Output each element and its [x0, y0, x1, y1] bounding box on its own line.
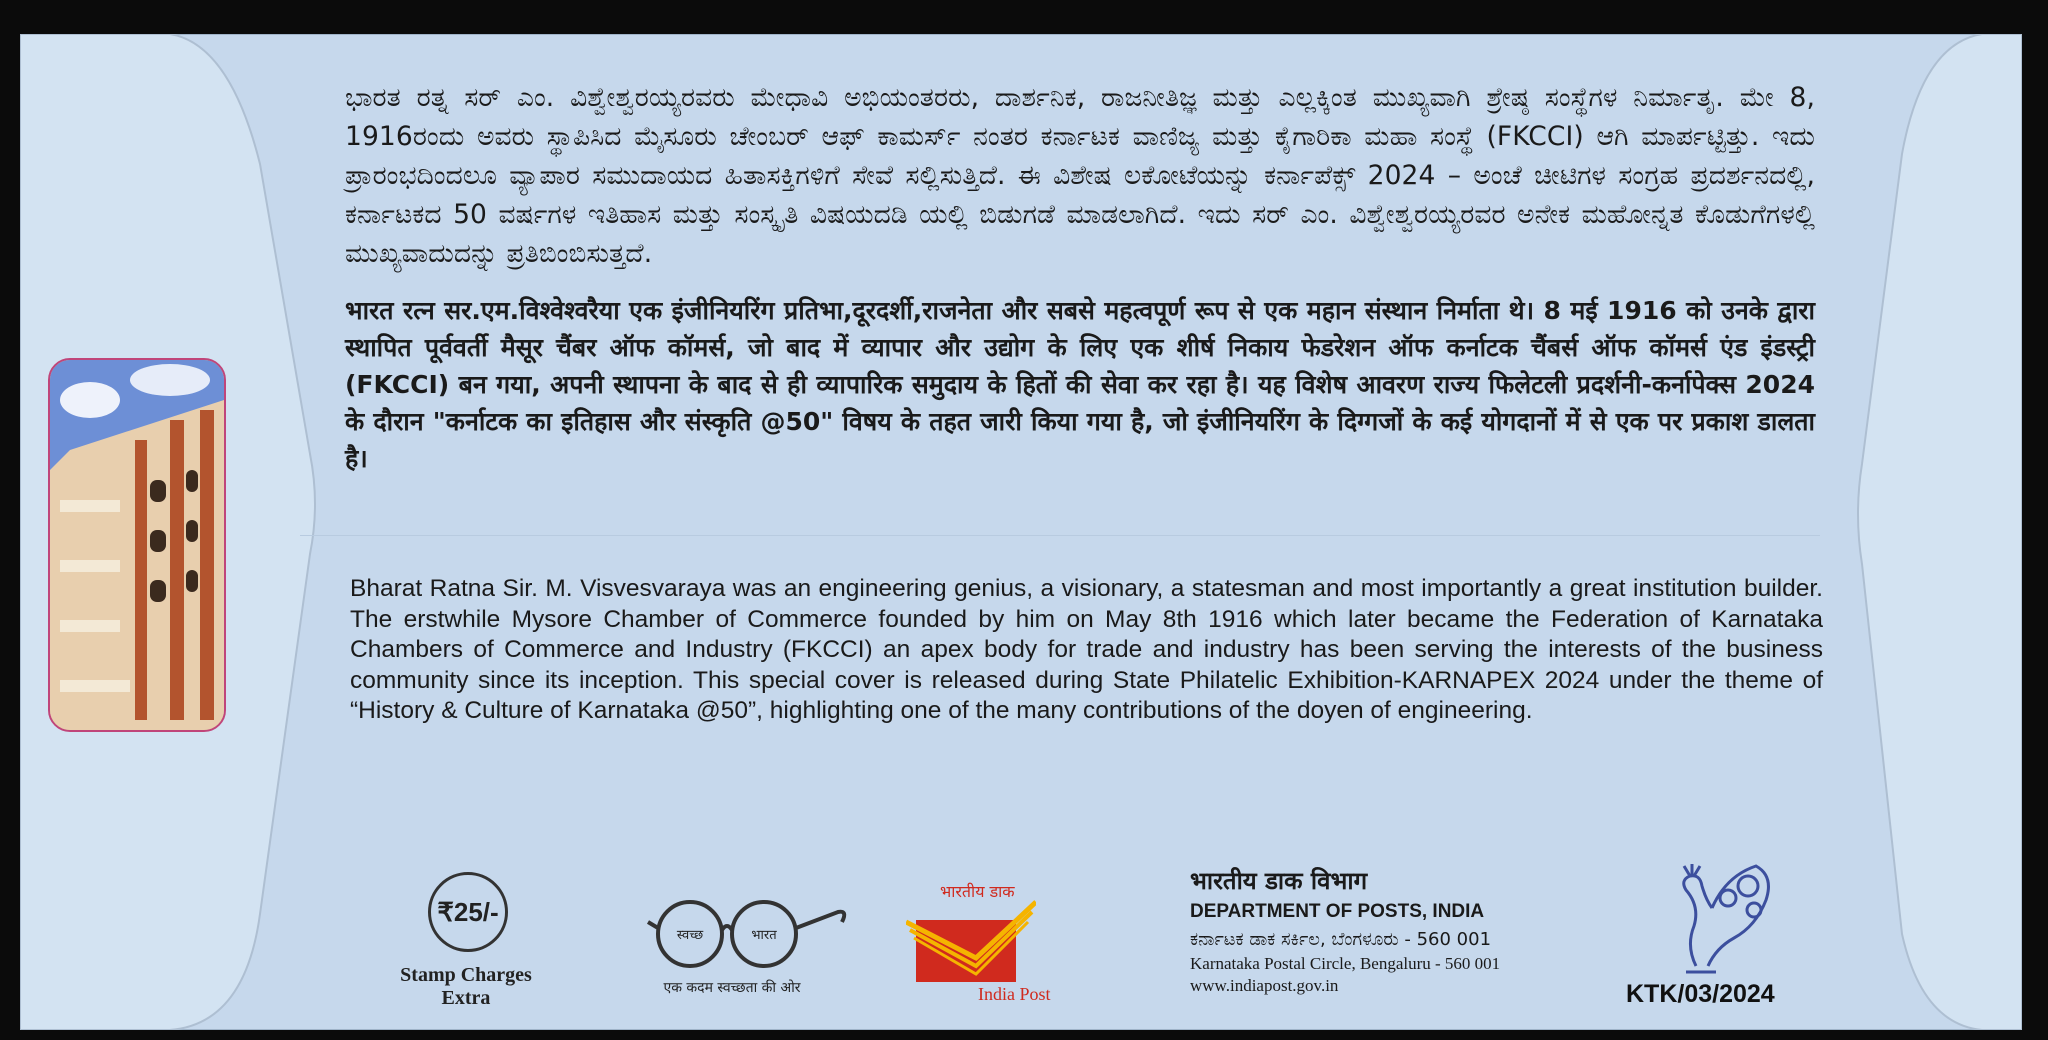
flap-fold-line [300, 535, 1820, 536]
department-block [1190, 864, 1500, 996]
price-text: ₹25/- [437, 896, 499, 927]
hindi-description: भारत रत्न सर.एम.विश्वेश्वरैया एक इंजीनियरिंग प्रतिभा,दूरदर्शी,राजनेता और सबसे महत्वपूर्ण रूप से एक महान संस्थान निर्माता थे। 8 मई 1916 को उनके द्वारा स्थापित पूर्ववर्ती मैसूर चैंबर ऑफ कॉमर्स, जो बाद में व्यापार और उद्योग के लिए एक शीर्ष निकाय फेडरेशन ऑफ कर्नाटक चैंबर्स ऑफ कॉमर्स एंड इंडस्ट्री (FKCCI) बन गया, अपनी स्थापना के बाद से ही व्यापारिक समुदाय के हितों की सेवा कर रहा है। यह विशेष आवरण राज्य फिलेटली प्रदर्शनी-कर्नापेक्स 2024 के दौरान "कर्नाटक का इतिहास और संस्कृति @50" विषय के तहत जारी किया गया है, जो इंजीनियरिंग के दिग्गजों के कई योगदानों में से एक पर प्रकाश डालता है। [345, 296, 1815, 473]
kannada-description: ಭಾರತ ರತ್ನ ಸರ್ ಎಂ. ವಿಶ್ವೇಶ್ವರಯ್ಯರವರು ಮೇಧಾವಿ ಅಭಿಯಂತರರು, ದಾರ್ಶನಿಕ, ರಾಜನೀತಿಜ್ಞ ಮತ್ತು ಎಲ್ಲಕ್ಕಿಂತ ಮುಖ್ಯವಾಗಿ ಶ್ರೇಷ್ಠ ಸಂಸ್ಥೆಗಳ ನಿರ್ಮಾತೃ. ಮೇ 8, 1916ರಂದು ಅವರು ಸ್ಥಾಪಿಸಿದ ಮೈಸೂರು ಚೇಂಬರ್ ಆಫ್ ಕಾಮರ್ಸ್ ನಂತರ ಕರ್ನಾಟಕ ವಾಣಿಜ್ಯ ಮತ್ತು ಕೈಗಾರಿಕಾ ಮಹಾ ಸಂಸ್ಥೆ (FKCCI) ಆಗಿ ಮಾರ್ಪಟ್ಟಿತ್ತು. ಇದು ಪ್ರಾರಂಭದಿಂದಲೂ ವ್ಯಾಪಾರ ಸಮುದಾಯದ ಹಿತಾಸಕ್ತಿಗಳಿಗೆ ಸೇವೆ ಸಲ್ಲಿಸುತ್ತಿದೆ. ಈ ವಿಶೇಷ ಲಕೋಟೆಯನ್ನು ಕರ್ನಾಪೆಕ್ಸ್ 2024 – ಅಂಚೆ ಚೀಟಿಗಳ ಸಂಗ್ರಹ ಪ್ರದರ್ಶನದಲ್ಲಿ, ಕರ್ನಾಟಕದ 50 ವರ್ಷಗಳ ಇತಿಹಾಸ ಮತ್ತು ಸಂಸ್ಕೃತಿ ವಿಷಯದಡಿ ಯಲ್ಲಿ ಬಿಡುಗಡೆ ಮಾಡಲಾಗಿದೆ. ಇದು ಸರ್ ಎಂ. ವಿಶ್ವೇಶ್ವರಯ್ಯರವರ ಅನೇಕ ಮಹೋನ್ನತ ಕೊಡುಗೆಗಳಲ್ಲಿ ಮುಖ್ಯವಾದುದನ್ನು ಪ್ರತಿಬಿಂಬಿಸುತ್ತದೆ. [345, 82, 1815, 269]
stamp-charges-label: Stamp Charges Extra [400, 964, 532, 1009]
envelope-right-flap [1832, 34, 2022, 1030]
building-photo-window [48, 358, 226, 732]
cover-code: KTK/03/2024 [1626, 980, 1775, 1008]
building-photo [50, 360, 224, 730]
india-post-english: India Post [978, 984, 1051, 1004]
swachh-caption: एक कदम स्वच्छता की ओर [663, 980, 801, 996]
peacock-emblem-icon [1656, 846, 1780, 978]
postal-circle-kannada: ಕರ್ನಾಟಕ ಡಾಕ ಸರ್ಕಿಲ, ಬೆಂಗಳೂರು - 560 001 [1190, 929, 1492, 950]
department-english: DEPARTMENT OF POSTS, INDIA [1190, 901, 1485, 922]
india-post-hindi: भारतीय डाक [940, 882, 1015, 901]
swachh-bharat-glasses-icon [642, 882, 852, 978]
swachh-right-text: भारत [751, 928, 777, 943]
website-text: www.indiapost.gov.in [1190, 976, 1339, 995]
swachh-left-text: स्वच्छ [676, 928, 704, 943]
special-cover-envelope [20, 34, 2022, 1030]
english-description: Bharat Ratna Sir. M. Visvesvaraya was an engineering genius, a visionary, a statesman and most importantly a great institution builder. The erstwhile Mysore Chamber of Commerce founded by him on May 8th 1916 which later became the Federation of Karnataka Chambers of Commerce and Industry (FKCCI) an apex body for trade and industry has been serving the interests of the business community since its inception. This special cover is released during State Philatelic Exhibition-KARNAPEX 2024 under the theme of “History & Culture of Karnataka @50”, highlighting one of the many contributions of the doyen of engineering. [350, 575, 1823, 724]
price-badge [428, 872, 508, 952]
department-hindi: भारतीय डाक विभाग [1190, 867, 1368, 895]
postal-circle-english: Karnataka Postal Circle, Bengaluru - 560 001 [1190, 954, 1501, 973]
